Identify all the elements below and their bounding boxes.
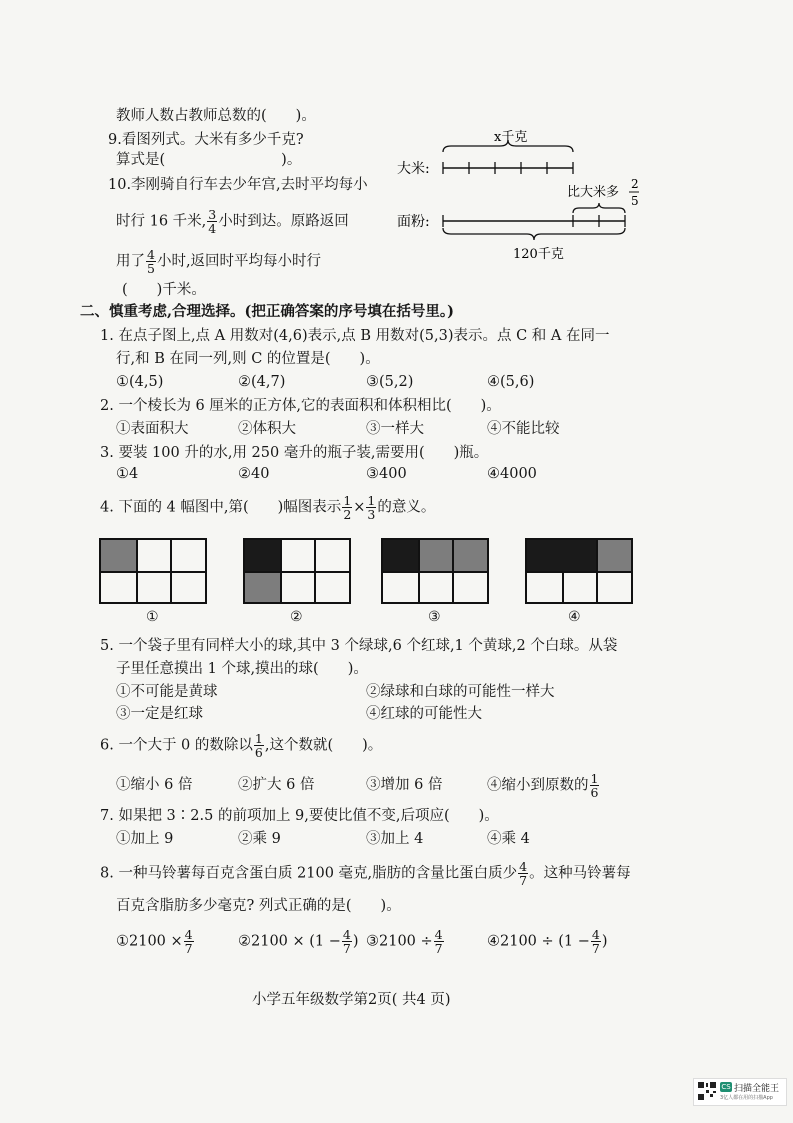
q8-option-3[interactable]: ③2100 ÷ $\frac{4}{7}$ — [366, 927, 443, 956]
q7-line1: 7. 如果把 3∶2.5 的前项加上 9,要使比值不变,后项应( )。 — [100, 808, 499, 824]
q4-figure-1-label: ① — [146, 609, 159, 625]
q2-option-1[interactable]: ①表面积大 — [116, 421, 189, 437]
q5-line1: 5. 一个袋子里有同样大小的球,其中 3 个绿球,6 个红球,1 个黄球,2 个白球。从袋 — [100, 638, 618, 654]
shaded-cell — [245, 571, 280, 602]
q1-option-2[interactable]: ②(4,7) — [238, 374, 286, 390]
q10-line1: 10.李刚骑自行车去少年宫,去时平均每小 — [108, 177, 368, 193]
q5-line2: 子里任意摸出 1 个球,摸出的球( )。 — [116, 661, 368, 677]
flour-total-label: 120千克 — [513, 247, 564, 262]
q9-formula-blank: 算式是( )。 — [116, 152, 302, 168]
fraction-1-2: $\frac{1}{2}$ — [343, 493, 352, 522]
fraction-4-7: $\frac{4}{7}$ — [519, 859, 528, 888]
fraction-4-7: $\frac{4}{7}$ — [434, 927, 443, 956]
q3-option-2[interactable]: ②40 — [238, 466, 270, 482]
q8-option-1[interactable]: ①2100 × $\frac{4}{7}$ — [116, 927, 193, 956]
shaded-cell — [596, 540, 631, 571]
q10-answer-blank: ( )千米。 — [122, 282, 206, 298]
extra-label: 比大米多 — [567, 185, 620, 200]
q4-figure-4-label: ④ — [568, 609, 581, 625]
fraction-4-7: $\frac{4}{7}$ — [342, 927, 351, 956]
shaded-cell — [527, 540, 596, 571]
fraction-4-5: $\frac{4}{5}$ — [147, 247, 155, 276]
q7-option-3[interactable]: ③加上 4 — [366, 831, 424, 847]
shaded-cell — [101, 540, 136, 571]
q6-option-3[interactable]: ③增加 6 倍 — [366, 777, 443, 793]
flour-brace — [443, 228, 625, 240]
shaded-cell — [245, 540, 280, 571]
scanner-subtitle: 3亿人都在用的扫描App — [720, 1095, 773, 1101]
q7-option-1[interactable]: ①加上 9 — [116, 831, 174, 847]
fraction-4-7: $\frac{4}{7}$ — [184, 927, 193, 956]
scanner-title: 扫描全能王 — [734, 1084, 780, 1094]
q2-option-4[interactable]: ④不能比较 — [487, 421, 560, 437]
q7-option-2[interactable]: ②乘 9 — [238, 831, 281, 847]
q5-option-2[interactable]: ②绿球和白球的可能性一样大 — [366, 684, 555, 700]
q2-option-3[interactable]: ③一样大 — [366, 421, 424, 437]
scanner-watermark — [693, 1078, 787, 1106]
line-segment-diagram — [395, 128, 645, 268]
q5-option-3[interactable]: ③一定是红球 — [116, 706, 203, 722]
q8-line2: 百克含脂肪多少毫克? 列式正确的是( )。 — [116, 898, 401, 914]
scanner-badge: CS — [721, 1083, 731, 1091]
q10-line2: 时行 16 千米, $\frac{3}{4}$ 小时到达。原路返回 — [116, 207, 349, 236]
q3-line1: 3. 要装 100 升的水,用 250 毫升的瓶子装,需要用( )瓶。 — [100, 445, 489, 461]
q2-line1: 2. 一个棱长为 6 厘米的正方体,它的表面积和体积相比( )。 — [100, 398, 501, 414]
extra-fraction-num: 2 — [631, 177, 639, 191]
fraction-1-6: $\frac{1}{6}$ — [590, 771, 599, 800]
q4-figure-1[interactable] — [99, 538, 207, 604]
fraction-4-7: $\frac{4}{7}$ — [591, 927, 600, 956]
q4-figure-3[interactable] — [381, 538, 489, 604]
q1-option-4[interactable]: ④(5,6) — [487, 374, 535, 390]
q4-line1: 4. 下面的 4 幅图中,第( )幅图表示 $\frac{1}{2}$ × $\frac{1}{3}$ 的意义。 — [100, 493, 436, 522]
q1-line2: 行,和 B 在同一列,则 C 的位置是( )。 — [116, 351, 380, 367]
shaded-cell — [383, 540, 418, 571]
q6-line1: 6. 一个大于 0 的数除以 $\frac{1}{6}$ ,这个数就( )。 — [100, 731, 383, 760]
q9-line1: 9.看图列式。大米有多少千克? — [108, 132, 304, 148]
q5-option-4[interactable]: ④红球的可能性大 — [366, 706, 482, 722]
fraction-3-4: $\frac{3}{4}$ — [208, 207, 217, 236]
q6-option-2[interactable]: ②扩大 6 倍 — [238, 777, 315, 793]
q2-option-2[interactable]: ②体积大 — [238, 421, 296, 437]
page-footer: 小学五年级数学第2页( 共4 页) — [252, 992, 451, 1008]
q8-prev-tail: 教师人数占教师总数的( )。 — [116, 108, 316, 124]
q3-option-3[interactable]: ③400 — [366, 466, 407, 482]
q1-option-1[interactable]: ①(4,5) — [116, 374, 164, 390]
qr-code-icon — [697, 1081, 717, 1101]
q8-option-4[interactable]: ④2100 ÷ (1 − $\frac{4}{7}$ ) — [487, 927, 608, 956]
flour-label: 面粉: — [397, 214, 430, 230]
q1-option-3[interactable]: ③(5,2) — [366, 374, 414, 390]
q4-figure-3-label: ③ — [428, 609, 441, 625]
q3-option-1[interactable]: ①4 — [116, 466, 139, 482]
rice-label: 大米: — [397, 161, 430, 177]
q4-figure-4[interactable] — [525, 538, 633, 604]
fraction-1-6: $\frac{1}{6}$ — [254, 731, 263, 760]
q3-option-4[interactable]: ④4000 — [487, 466, 537, 482]
q8-line1: 8. 一种马铃薯每百克含蛋白质 2100 毫克,脂肪的含量比蛋白质少 $\frac{4}{7}$ 。这种马铃薯每 — [100, 859, 631, 888]
q4-figure-2[interactable] — [243, 538, 351, 604]
fraction-1-3: $\frac{1}{3}$ — [367, 493, 376, 522]
section2-heading: 二、慎重考虑,合理选择。(把正确答案的序号填在括号里。) — [80, 303, 455, 320]
q8-option-2[interactable]: ②2100 × (1 − $\frac{4}{7}$ ) — [238, 927, 359, 956]
q10-line3: 用了 $\frac{4}{5}$ 小时,返回时平均每小时行 — [116, 247, 322, 276]
rice-total-label: x千克 — [494, 130, 528, 145]
q6-option-1[interactable]: ①缩小 6 倍 — [116, 777, 193, 793]
extra-fraction-den: 5 — [631, 194, 639, 208]
q1-line1: 1. 在点子图上,点 A 用数对(4,6)表示,点 B 用数对(5,3)表示。点 C 和 A 在同一 — [100, 328, 610, 344]
q4-figure-2-label: ② — [290, 609, 303, 625]
extra-brace — [573, 203, 625, 213]
q5-option-1[interactable]: ①不可能是黄球 — [116, 684, 218, 700]
q7-option-4[interactable]: ④乘 4 — [487, 831, 530, 847]
q6-option-4[interactable]: ④缩小到原数的 $\frac{1}{6}$ — [487, 771, 599, 800]
